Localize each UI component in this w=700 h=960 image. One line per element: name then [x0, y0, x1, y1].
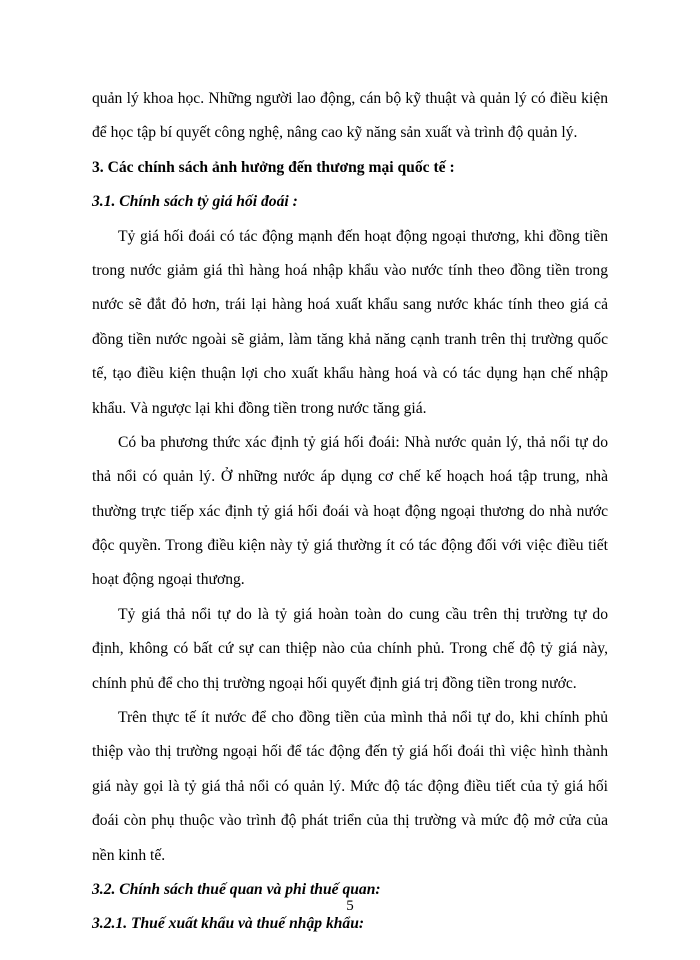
heading-text: 3. Các chính sách ảnh hưởng đến thương mại quốc tế : [92, 158, 455, 176]
text-line: chính phủ để cho thị trường ngoại hối quyết định giá trị đồng tiền trong nước. [92, 674, 577, 692]
subsection-heading [92, 185, 608, 219]
text-line: định, không có bất cứ sự can thiệp nào của chính phủ. Trong chế độ tỷ giá này, [92, 640, 608, 658]
text-line: khẩu. Và ngược lại khi đồng tiền trong nước tăng giá. [92, 399, 427, 417]
text-line: hoạt động ngoại thương. [92, 571, 245, 589]
text-line: tế, tạo điều kiện thuận lợi cho xuất khẩu hàng hoá và có tác dụng hạn chế nhập [92, 365, 608, 383]
text-line: thiệp vào thị trường ngoại hối để tác động đến tỷ giá hối đoái thì việc hình thành [92, 743, 608, 761]
text-line: trong nước giảm giá thì hàng hoá nhập khẩu vào nước tính theo đồng tiền trong [92, 261, 608, 279]
text-line: Tỷ giá thả nổi tự do là tỷ giá hoàn toàn do cung cầu trên thị trường tự do [118, 605, 608, 623]
text-line: quản lý khoa học. Những người lao động, cán bộ kỹ thuật và quản lý có điều kiện [92, 90, 608, 107]
text-line: để học tập bí quyết công nghệ, nâng cao kỹ năng sản xuất và trình độ quản lý. [92, 124, 578, 142]
text-line: đồng tiền nước ngoài sẽ giảm, làm tăng khả năng cạnh tranh trên thị trường quốc [92, 330, 608, 348]
text-line: Tỷ giá hối đoái có tác động mạnh đến hoạt động ngoại thương, khi đồng tiền [118, 227, 608, 245]
text-line: thả nổi có quản lý. Ở những nước áp dụng cơ chế kế hoạch hoá tập trung, nhà [92, 468, 608, 486]
paragraph-continuation [92, 82, 608, 151]
text-line: đoái còn phụ thuộc vào trình độ phát triển của thị trường và mức độ mở cửa của [92, 812, 608, 830]
text-line: Có ba phương thức xác định tỷ giá hối đoái: Nhà nước quản lý, thả nổi tự do [118, 433, 608, 451]
text-line: Trên thực tế ít nước để cho đồng tiền của mình thả nổi tự do, khi chính phủ [118, 709, 608, 727]
subheading-text: 3.1. Chính sách tỷ giá hối đoái : [92, 193, 298, 211]
text-line: độc quyền. Trong điều kiện này tỷ giá thường ít có tác động đối với việc điều tiết [92, 537, 608, 555]
text-line: giá này gọi là tỷ giá thả nổi có quản lý. Mức độ tác động điều tiết của tỷ giá hối [92, 777, 608, 795]
page-number: 5 [346, 898, 354, 914]
paragraph-free-floating [92, 598, 608, 701]
text-line: nền kinh tế. [92, 846, 166, 864]
subheading-text: 3.2.1. Thuế xuất khẩu và thuế nhập khẩu: [92, 915, 365, 933]
paragraph-managed-floating [92, 701, 608, 873]
subheading-text: 3.2. Chính sách thuế quan và phi thuế quan: [92, 880, 381, 898]
document-body [92, 82, 608, 942]
paragraph-exchange-rate-impact [92, 220, 608, 426]
paragraph-three-methods [92, 426, 608, 598]
section-heading [92, 151, 608, 185]
text-line: nước sẽ đắt đỏ hơn, trái lại hàng hoá xuất khẩu sang nước khác tính theo giá cả [92, 296, 608, 314]
text-line: thường trực tiếp xác định tỷ giá hối đoái và hoạt động ngoại thương do nhà nước [92, 502, 608, 520]
